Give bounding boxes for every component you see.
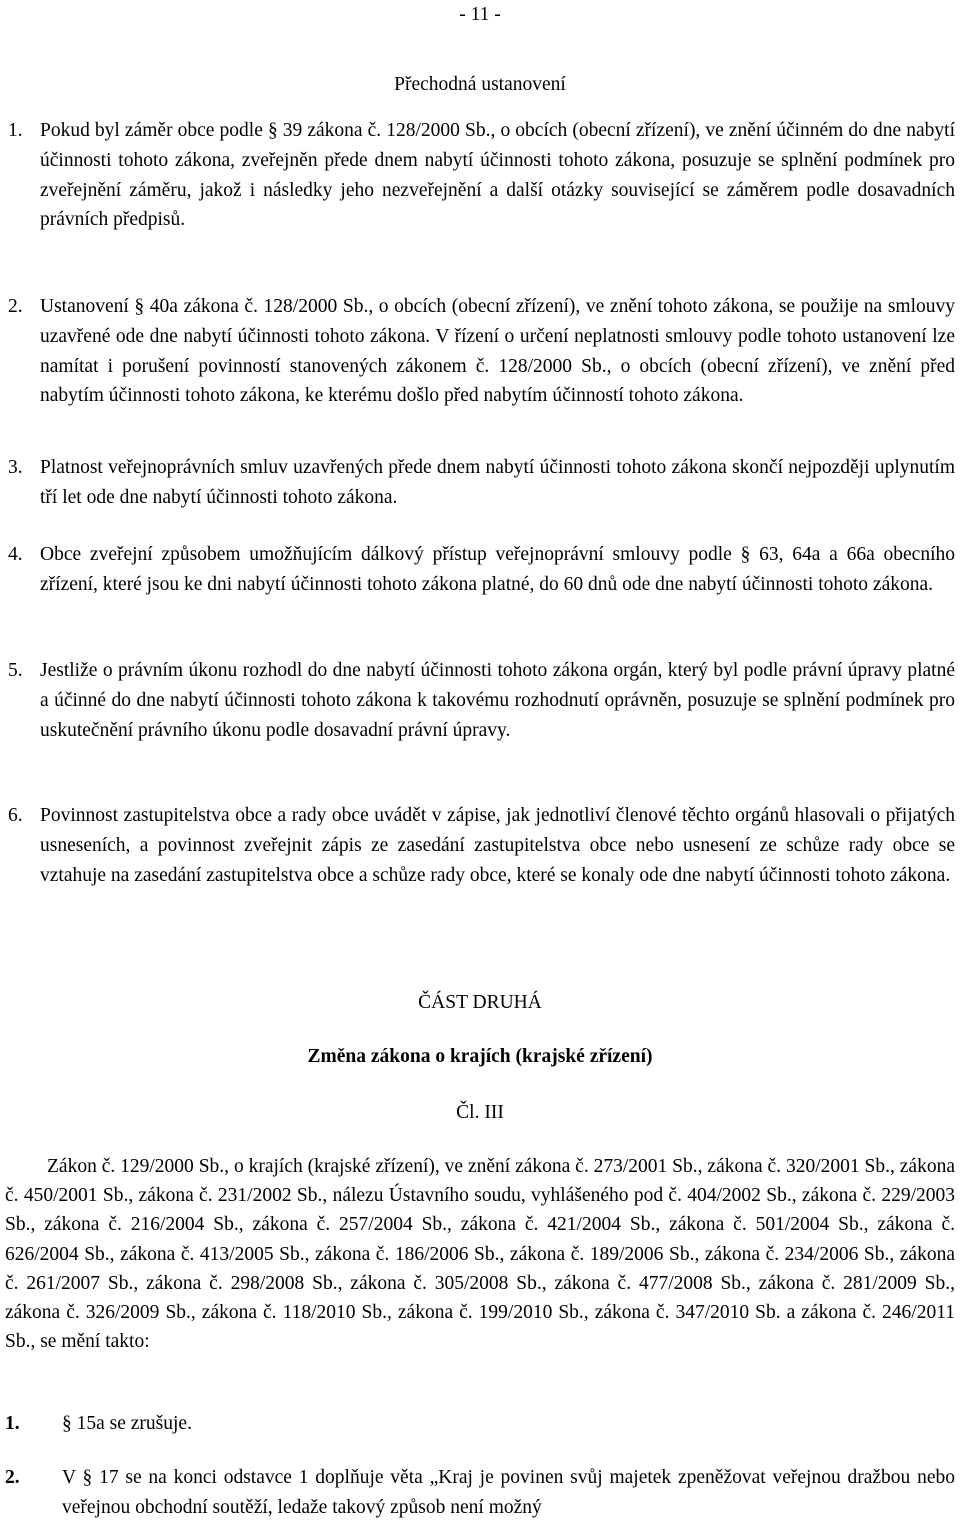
paragraph-text: Platnost veřejnoprávních smluv uzavřených přede dnem nabytí účinnosti tohoto zákona skončí nejpozději uplynutím tří let ode dne nabytí účinnosti tohoto zákona. (40, 457, 955, 508)
paragraph-text: Obce zveřejní způsobem umožňujícím dálkový přístup veřejnoprávní smlouvy podle § 63, 64a a 66a obecního zřízení, které jsou ke dni nabytí účinnosti tohoto zákona platné, do 60 dnů ode dne nabytí účinnosti tohoto zákona. (40, 544, 955, 595)
paragraph-5 (8, 656, 955, 745)
amendment-point-2 (5, 1463, 955, 1522)
article-heading: Čl. III (456, 1102, 504, 1123)
point-number: 1. (5, 1413, 20, 1434)
paragraph-number: 3. (8, 457, 23, 478)
paragraph-text: Jestliže o právním úkonu rozhodl do dne nabytí účinnosti tohoto zákona orgán, který byl podle právní úpravy platné a účinné do dne nabytí účinnosti tohoto zákona k takovému rozhodnutí oprávněn, posuzuje se splnění podmínek pro uskutečnění právního úkonu podle dosavadní právní úpravy. (40, 660, 955, 741)
paragraph-2 (8, 292, 955, 411)
paragraph-1 (8, 116, 955, 235)
point-text: § 15a se zrušuje. (62, 1413, 192, 1434)
paragraph-number: 1. (8, 120, 23, 141)
paragraph-text: Pokud byl záměr obce podle § 39 zákona č. 128/2000 Sb., o obcích (obecní zřízení), ve znění účinném do dne nabytí účinnosti tohoto zákona, zveřejněn přede dnem nabytí účinnosti tohoto zákona, posuzuje se splnění podmínek pro zveřejnění záměru, jakož i následky jeho nezveřejnění a další otázky související se záměrem podle dosavadních právních předpisů. (40, 120, 955, 231)
paragraph-number: 2. (8, 296, 23, 317)
paragraph-number: 4. (8, 544, 23, 565)
paragraph-text: Povinnost zastupitelstva obce a rady obce uvádět v zápise, jak jednotliví členové těchto orgánů hlasovali o přijatých usneseních, a povinnost zveřejnit zápis ze zasedání zastupitelstva obce nebo usnesení ze schůze rady obce se vztahuje na zasedání zastupitelstva obce a schůze rady obce, které se konaly ode dne nabytí účinnosti tohoto zákona. (40, 805, 955, 886)
paragraph-number: 6. (8, 805, 23, 826)
paragraph-text: Ustanovení § 40a zákona č. 128/2000 Sb., o obcích (obecní zřízení), ve znění tohoto zákona, se použije na smlouvy uzavřené ode dne nabytí účinnosti tohoto zákona. V řízení o určení neplatnosti smlouvy podle tohoto ustanovení lze namítat i porušení povinností stanovených zákonem č. 128/2000 Sb., o obcích (obecní zřízení), ve znění před nabytím účinnosti tohoto zákona, ke kterému došlo před nabytím účinností tohoto zákona. (40, 296, 955, 407)
point-text: V § 17 se na konci odstavce 1 doplňuje věta „Kraj je povinen svůj majetek zpeněžovat veřejnou dražbou nebo veřejnou obchodní soutěží, ledaže takový způsob není možný (62, 1467, 955, 1518)
part-title: ČÁST DRUHÁ (418, 992, 542, 1013)
point-number: 2. (5, 1467, 20, 1488)
amendment-intro: Zákon č. 129/2000 Sb., o krajích (krajské zřízení), ve znění zákona č. 273/2001 Sb., zákona č. 320/2001 Sb., zákona č. 450/2001 Sb., zákona č. 231/2002 Sb., nálezu Ústavního soudu, vyhlášeného pod č. 404/2002 Sb., zákona č. 229/2003 Sb., zákona č. 216/2004 Sb., zákona č. 257/2004 Sb., zákona č. 421/2004 Sb., zákona č. 501/2004 Sb., zákona č. 626/2004 Sb., zákona č. 413/2005 Sb., zákona č. 186/2006 Sb., zákona č. 189/2006 Sb., zákona č. 234/2006 Sb., zákona č. 261/2007 Sb., zákona č. 298/2008 Sb., zákona č. 305/2008 Sb., zákona č. 477/2008 Sb., zákona č. 281/2009 Sb., zákona č. 326/2009 Sb., zákona č. 118/2010 Sb., zákona č. 199/2010 Sb., zákona č. 347/2010 Sb. a zákona č. 246/2011 Sb., se mění takto: (5, 1156, 955, 1353)
part-subtitle: Změna zákona o krajích (krajské zřízení) (307, 1046, 653, 1067)
page-number: - 11 - (459, 4, 501, 25)
paragraph-number: 5. (8, 660, 23, 681)
section-title: Přechodná ustanovení (394, 74, 566, 95)
amendment-point-1 (5, 1409, 955, 1439)
paragraph-6 (8, 801, 955, 890)
paragraph-4 (8, 540, 955, 600)
paragraph-3 (8, 453, 955, 513)
